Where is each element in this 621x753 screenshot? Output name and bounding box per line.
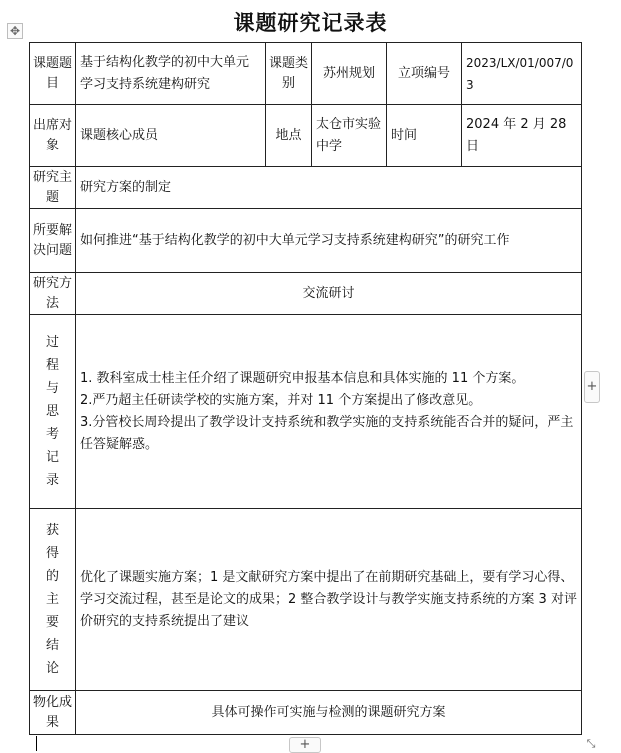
conclusion-value[interactable]: 优化了课题实施方案；1 是文献研究方案中提出了在前期研究基础上，要有学习心得、学习交流过程，甚至是论文的成果；2 整合教学设计与教学实施支持系统的方案 3 对评价研究的支持系统提出了建议 bbox=[76, 509, 582, 691]
table-row bbox=[30, 315, 582, 509]
text-cursor bbox=[36, 736, 37, 751]
process-item: 3.分管校长周玲提出了教学设计支持系统和教学实施的支持系统能否合并的疑问，严主任答疑解惑。 bbox=[80, 414, 574, 452]
project-no-value[interactable]: 2023/LX/01/007/03 bbox=[462, 43, 582, 105]
outcome-label: 物化成果 bbox=[30, 691, 76, 735]
table-row bbox=[30, 273, 582, 315]
table-row bbox=[30, 43, 582, 105]
research-record-table bbox=[29, 42, 582, 735]
process-item: 2.严乃超主任研读学校的实施方案，并对 11 个方案提出了修改意见。 bbox=[80, 392, 482, 408]
table-row bbox=[30, 209, 582, 273]
theme-label: 研究主题 bbox=[30, 167, 76, 209]
topic-value[interactable]: 基于结构化教学的初中大单元学习支持系统建构研究 bbox=[76, 43, 266, 105]
table-row bbox=[30, 509, 582, 691]
project-no-label: 立项编号 bbox=[387, 43, 462, 105]
process-value[interactable] bbox=[76, 315, 582, 509]
attendees-value[interactable]: 课题核心成员 bbox=[76, 105, 266, 167]
table-row bbox=[30, 105, 582, 167]
document-title: 课题研究记录表 bbox=[233, 10, 388, 35]
table-resize-icon[interactable]: ⤡ bbox=[586, 737, 596, 750]
add-row-icon[interactable]: + bbox=[289, 737, 321, 753]
method-value[interactable]: 交流研讨 bbox=[76, 273, 582, 315]
method-label: 研究方法 bbox=[30, 273, 76, 315]
table-row bbox=[30, 691, 582, 735]
time-label: 时间 bbox=[387, 105, 462, 167]
time-value[interactable]: 2024 年 2 月 28 日 bbox=[462, 105, 582, 167]
outcome-value[interactable]: 具体可操作可实施与检测的课题研究方案 bbox=[76, 691, 582, 735]
process-item: 1. 教科室成士桂主任介绍了课题研究申报基本信息和具体实施的 11 个方案。 bbox=[80, 370, 525, 386]
category-label: 课题类别 bbox=[266, 43, 312, 105]
table-row bbox=[30, 167, 582, 209]
topic-label: 课题题目 bbox=[30, 43, 76, 105]
theme-value[interactable]: 研究方案的制定 bbox=[76, 167, 582, 209]
table-move-icon[interactable]: ✥ bbox=[7, 23, 23, 39]
problem-label: 所要解决问题 bbox=[30, 209, 76, 273]
problem-value[interactable]: 如何推进“基于结构化教学的初中大单元学习支持系统建构研究”的研究工作 bbox=[76, 209, 582, 273]
location-label: 地点 bbox=[266, 105, 312, 167]
add-column-icon[interactable]: + bbox=[584, 371, 600, 403]
conclusion-label: 获得的主要结论 bbox=[46, 523, 60, 676]
category-value[interactable]: 苏州规划 bbox=[312, 43, 387, 105]
attendees-label: 出席对象 bbox=[30, 105, 76, 167]
process-label: 过程与思考记录 bbox=[46, 335, 60, 488]
location-value[interactable]: 太仓市实验中学 bbox=[312, 105, 387, 167]
